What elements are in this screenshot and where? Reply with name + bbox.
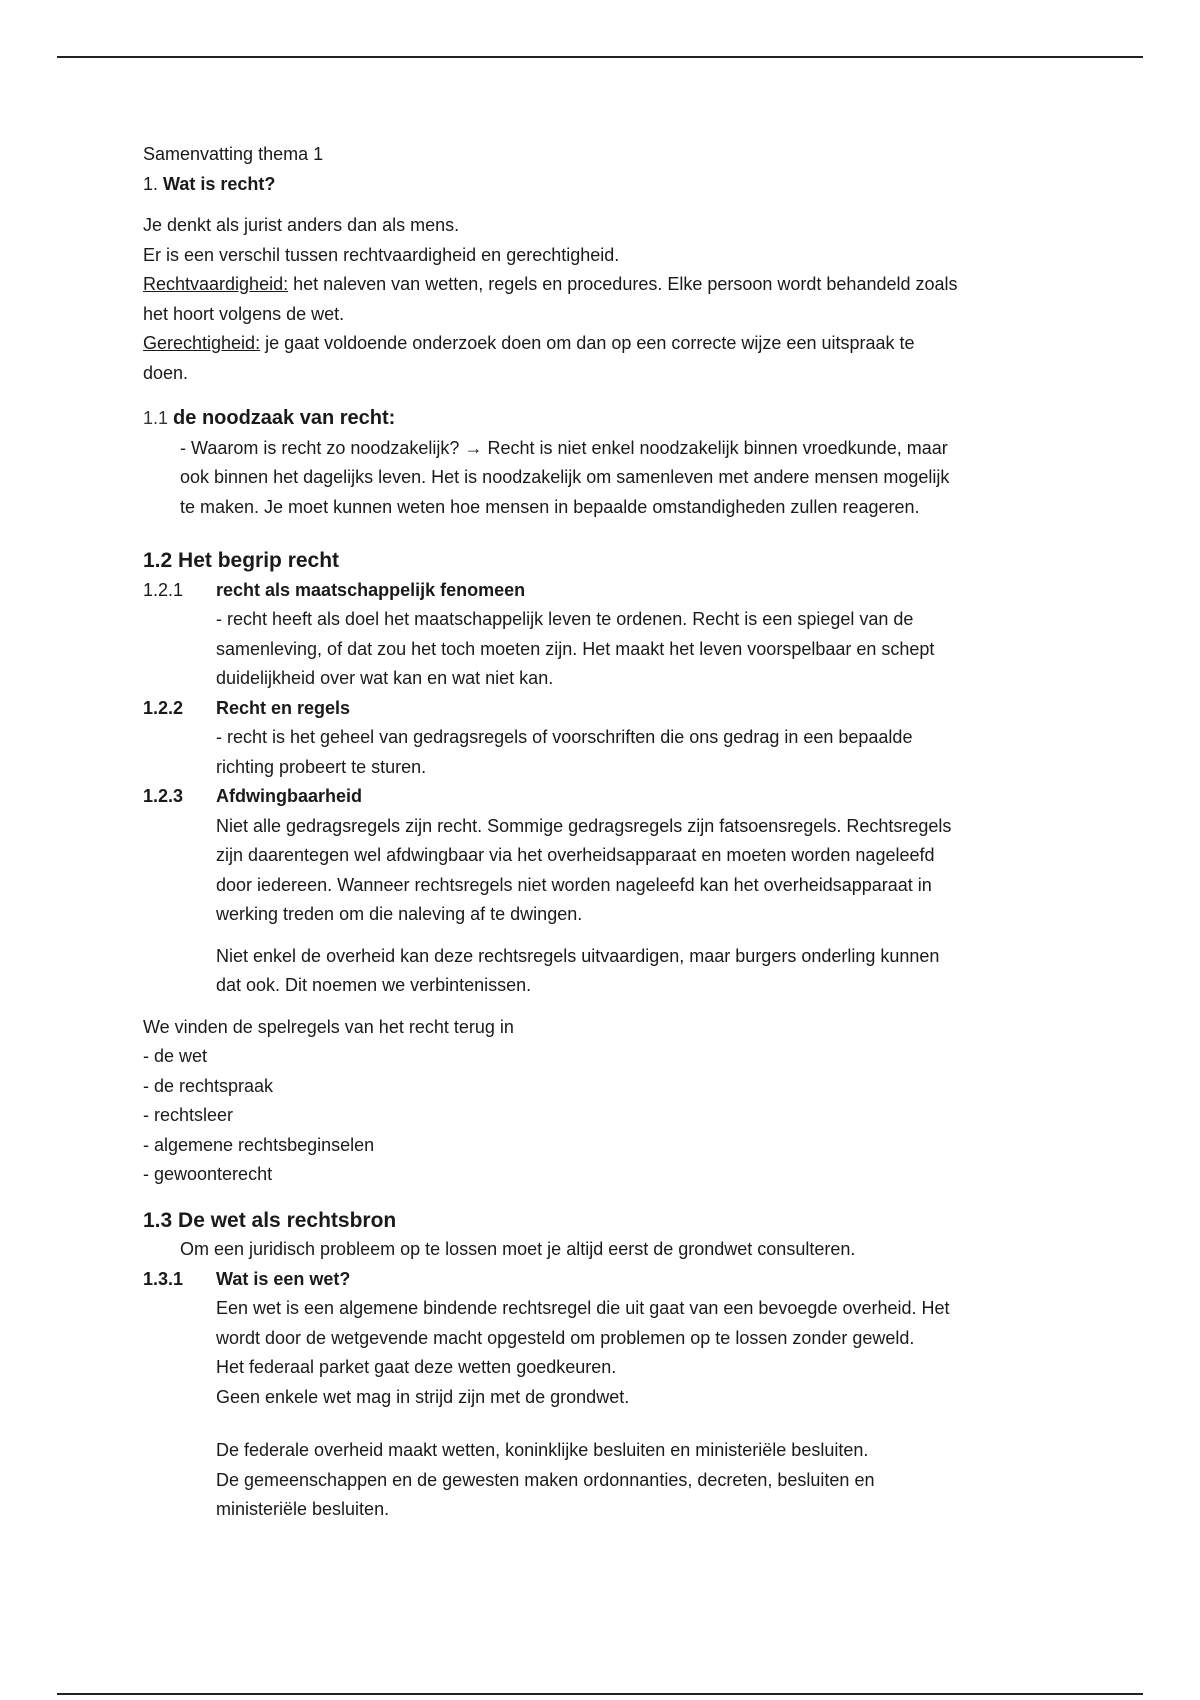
subsection-number: 1.2.3 [143, 786, 184, 806]
list-item: - gewoonterecht [143, 1164, 273, 1184]
chapter-heading [143, 170, 1063, 200]
section-heading-1-1 [143, 404, 1063, 434]
paragraph-line: wordt door de wetgevende macht opgesteld om problemen op te lossen zonder geweld. [216, 1327, 915, 1348]
paragraph-line: werking treden om die naleving af te dwingen. [216, 904, 583, 924]
paragraph-line: door iedereen. Wanneer rechtsregels niet worden nageleefd kan het overheidsapparaat in [216, 874, 932, 895]
section-intro-1-3: Om een juridisch probleem op te lossen moet je altijd eerst de grondwet consulteren. [180, 1239, 856, 1259]
paragraph-line: De gemeenschappen en de gewesten maken ordonnanties, decreten, besluiten en [216, 1469, 875, 1490]
paragraph-line: te maken. Je moet kunnen weten hoe mensen in bepaalde omstandigheden zullen reageren. [180, 496, 920, 517]
paragraph-line: Een wet is een algemene bindende rechtsregel die uit gaat van een bevoegde overheid. Het [216, 1298, 950, 1318]
paragraph-line: De federale overheid maakt wetten, koninklijke besluiten en ministeriële besluiten. [216, 1440, 869, 1460]
definition-text: het naleven van wetten, regels en procedures. Elke persoon wordt behandeld zoals [288, 274, 958, 294]
paragraph-line: samenleving, of dat zou het toch moeten zijn. Het maakt het leven voorspelbaar en schept [216, 638, 935, 659]
definition-text: je gaat voldoende onderzoek doen om dan op een correcte wijze een uitspraak te [260, 333, 915, 353]
footer-rule [57, 1693, 1143, 1695]
subsection-body-1-2-3 [143, 812, 1063, 1001]
subsection-body-1-3-1 [143, 1294, 1063, 1525]
section-number: 1.1 [143, 408, 169, 428]
definition-text: doen. [143, 362, 189, 383]
sources-intro: We vinden de spelregels van het recht terug in [143, 1016, 514, 1037]
paragraph-line: richting probeert te sturen. [216, 756, 427, 777]
section-title: de noodzaak van recht: [173, 407, 396, 429]
subsection-title: Wat is een wet? [216, 1268, 351, 1289]
paragraph-line: Geen enkele wet mag in strijd zijn met de grondwet. [216, 1386, 630, 1407]
term-rechtvaardigheid: Rechtvaardigheid: [143, 274, 289, 294]
list-item: - de rechtspraak [143, 1075, 274, 1096]
paragraph-line: zijn daarentegen wel afdwingbaar via het overheidsapparaat en moeten worden nageleefd [216, 845, 935, 865]
section-heading-1-3: 1.3 De wet als rechtsbron [143, 1208, 397, 1232]
intro-line: Je denkt als jurist anders dan als mens. [143, 215, 460, 235]
document-page [143, 140, 1063, 1525]
intro-line: Er is een verschil tussen rechtvaardigheid en gerechtigheid. [143, 244, 620, 265]
subsection-number: 1.3.1 [143, 1268, 184, 1289]
paragraph-line: Het federaal parket gaat deze wetten goedkeuren. [216, 1357, 617, 1377]
sources-list [143, 1042, 1063, 1190]
subsection-body-1-2-2 [143, 723, 1063, 782]
subsection-number: 1.2.1 [143, 579, 184, 600]
subsection-title: Afdwingbaarheid [216, 786, 363, 806]
paragraph-line: ministeriële besluiten. [216, 1499, 390, 1519]
subsection-heading-1-2-2 [143, 694, 1063, 724]
paragraph-line: - recht heeft als doel het maatschappelijk leven te ordenen. Recht is een spiegel van de [216, 609, 914, 629]
paragraph-line: - recht is het geheel van gedragsregels of voorschriften die ons gedrag in een bepaalde [216, 727, 913, 747]
paragraph-line: Niet alle gedragsregels zijn recht. Sommige gedragsregels zijn fatsoensregels. Rechtsregels [216, 815, 952, 836]
chapter-title: Wat is recht? [163, 173, 276, 194]
paragraph-line: Niet enkel de overheid kan deze rechtsregels uitvaardigen, maar burgers onderling kunnen [216, 945, 940, 966]
subsection-number: 1.2.2 [143, 697, 184, 718]
subsection-heading-1-2-3 [143, 782, 1063, 812]
subsection-body-1-2-1 [143, 605, 1063, 694]
definition-rechtvaardigheid [143, 270, 1063, 300]
subsection-title: recht als maatschappelijk fenomeen [216, 579, 526, 600]
subsection-heading-1-3-1 [143, 1265, 1063, 1295]
subsection-heading-1-2-1 [143, 576, 1063, 606]
paragraph-line: duidelijkheid over wat kan en wat niet kan. [216, 668, 554, 688]
paragraph-line: dat ook. Dit noemen we verbintenissen. [216, 975, 532, 995]
definition-text: het hoort volgens de wet. [143, 303, 345, 324]
list-item: - de wet [143, 1046, 208, 1066]
list-item: - rechtsleer [143, 1105, 234, 1125]
term-gerechtigheid: Gerechtigheid: [143, 333, 261, 353]
list-item: - algemene rechtsbeginselen [143, 1134, 375, 1155]
header-rule [57, 56, 1143, 58]
definition-gerechtigheid [143, 329, 1063, 359]
document-title: Samenvatting thema 1 [143, 144, 324, 164]
chapter-number: 1. [143, 173, 159, 194]
section-heading-1-2: 1.2 Het begrip recht [143, 549, 340, 572]
section-body-1-1 [143, 434, 1063, 523]
paragraph-line: ook binnen het dagelijks leven. Het is noodzakelijk om samenleven met andere mensen mogelijk [180, 467, 950, 487]
subsection-title: Recht en regels [216, 697, 351, 718]
paragraph-line: - Waarom is recht zo noodzakelijk? → Recht is niet enkel noodzakelijk binnen vroedkunde, maar [180, 437, 948, 458]
